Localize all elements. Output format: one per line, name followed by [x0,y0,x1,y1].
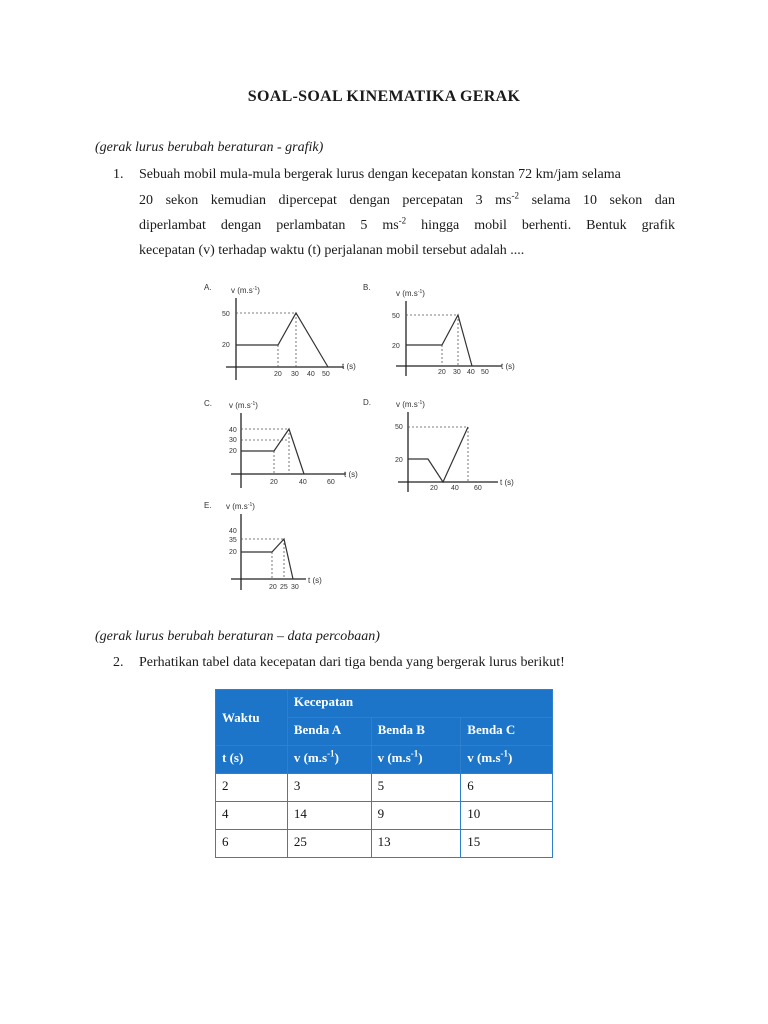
table-header-velocity-unit: v $(m.s^{-1})$ [461,746,553,774]
graph-x-tick: 25 [280,584,288,591]
table-cell: 4 [216,802,288,830]
table-cell: 5 [371,774,461,802]
table-header-benda-b: Benda B [371,718,461,746]
table-header-waktu: Waktu [216,690,288,746]
graph-option-e [204,501,322,591]
table-cell: 15 [461,830,553,858]
graph-x-tick: 20 [430,485,438,492]
table-cell: 6 [216,830,288,858]
graph-y-tick: 40 [229,528,237,535]
graph-y-axis-label: v $(m.s^{-1})$ [229,401,258,410]
graph-y-tick: 20 [392,343,400,350]
graph-y-tick: 35 [229,537,237,544]
table-header-benda-a: Benda A [287,718,371,746]
graph-y-axis-label: v $(m.s^{-1})$ [396,289,425,298]
graph-y-tick: 20 [229,448,237,455]
table-cell: 6 [461,774,553,802]
question-1-line-3: diperlambat dengan perlambatan 5 $ms^{-2}$ hingga mobil berhenti. Bentuk grafik [139,215,675,233]
graph-x-axis-label: t (s) [344,470,358,479]
graph-x-tick: 20 [274,371,282,378]
graph-x-axis-label: t (s) [501,362,515,371]
table-header-units-row [216,746,553,774]
graph-x-tick: 40 [451,485,459,492]
graph-option-d [363,398,514,492]
graph-x-tick: 60 [474,485,482,492]
page-title: SOAL-SOAL KINEMATIKA GERAK [247,88,521,105]
graph-y-tick: 50 [392,313,400,320]
graph-x-tick: 20 [269,584,277,591]
table-cell: 3 [287,774,371,802]
question-number-1: 1. [113,167,124,182]
graph-option-label: A. [204,283,212,292]
graph-y-axis-label: v $(m.s^{-1})$ [396,400,425,409]
graph-x-axis-label: t (s) [500,478,514,487]
graph-x-axis-label: t (s) [308,576,322,585]
graph-x-tick: 20 [438,369,446,376]
graph-y-tick: 20 [222,342,230,349]
question-1-line-2: 20 sekon kemudian dipercepat dengan percepatan 3 $ms^{-2}$ selama 10 sekon dan [139,190,675,208]
graph-x-tick: 50 [322,371,330,378]
table-cell: 25 [287,830,371,858]
graph-x-tick: 40 [299,479,307,486]
graph-y-axis-label: v $(m.s^{-1})$ [231,286,260,295]
table-cell: 14 [287,802,371,830]
table-cell: 10 [461,802,553,830]
graph-y-tick: 50 [222,311,230,318]
graph-x-axis-label: t (s) [342,362,356,371]
graph-y-tick: 40 [229,427,237,434]
table-header-velocity-unit: v $(m.s^{-1})$ [371,746,461,774]
graph-option-label: B. [363,283,371,292]
graph-option-c [204,399,358,488]
section-heading-graph: (gerak lurus berubah beraturan - grafik) [95,140,324,155]
graph-x-tick: 60 [327,479,335,486]
graph-y-axis-label: v $(m.s^{-1})$ [226,502,255,511]
graph-x-tick: 30 [291,584,299,591]
table-row [216,830,553,858]
graph-option-b [363,283,515,376]
graph-x-tick: 20 [270,479,278,486]
table-header-velocity-unit: v $(m.s^{-1})$ [287,746,371,774]
question-1-line-4: kecepatan (v) terhadap waktu (t) perjalanan mobil tersebut adalah .... [139,243,525,258]
table-header-benda-c: Benda C [461,718,553,746]
graph-x-tick: 40 [467,369,475,376]
table-cell: 2 [216,774,288,802]
table-row [216,774,553,802]
graph-option-label: D. [363,398,371,407]
table-cell: 13 [371,830,461,858]
table-header-kecepatan: Kecepatan [287,690,552,718]
section-heading-data: (gerak lurus berubah beraturan – data percobaan) [95,629,380,644]
graph-y-tick: 30 [229,437,237,444]
question-2-text: Perhatikan tabel data kecepatan dari tiga benda yang bergerak lurus berikut! [139,655,565,670]
graph-y-tick: 20 [395,457,403,464]
question-number-2: 2. [113,655,124,670]
table-header-time-unit: t (s) [216,746,288,774]
graph-option-label: C. [204,399,212,408]
velocity-data-table [215,689,553,858]
graph-y-tick: 20 [229,549,237,556]
table-header-row [216,690,553,718]
graph-option-a [204,283,356,380]
graph-x-tick: 30 [453,369,461,376]
graph-x-tick: 50 [481,369,489,376]
graph-y-tick: 50 [395,424,403,431]
graph-x-tick: 40 [307,371,315,378]
table-row [216,802,553,830]
graph-x-tick: 30 [291,371,299,378]
answer-graphs-figure [196,278,536,596]
table-cell: 9 [371,802,461,830]
graph-option-label: E. [204,501,212,510]
question-1-line-1: Sebuah mobil mula-mula bergerak lurus dengan kecepatan konstan 72 km/jam selama [139,167,621,182]
